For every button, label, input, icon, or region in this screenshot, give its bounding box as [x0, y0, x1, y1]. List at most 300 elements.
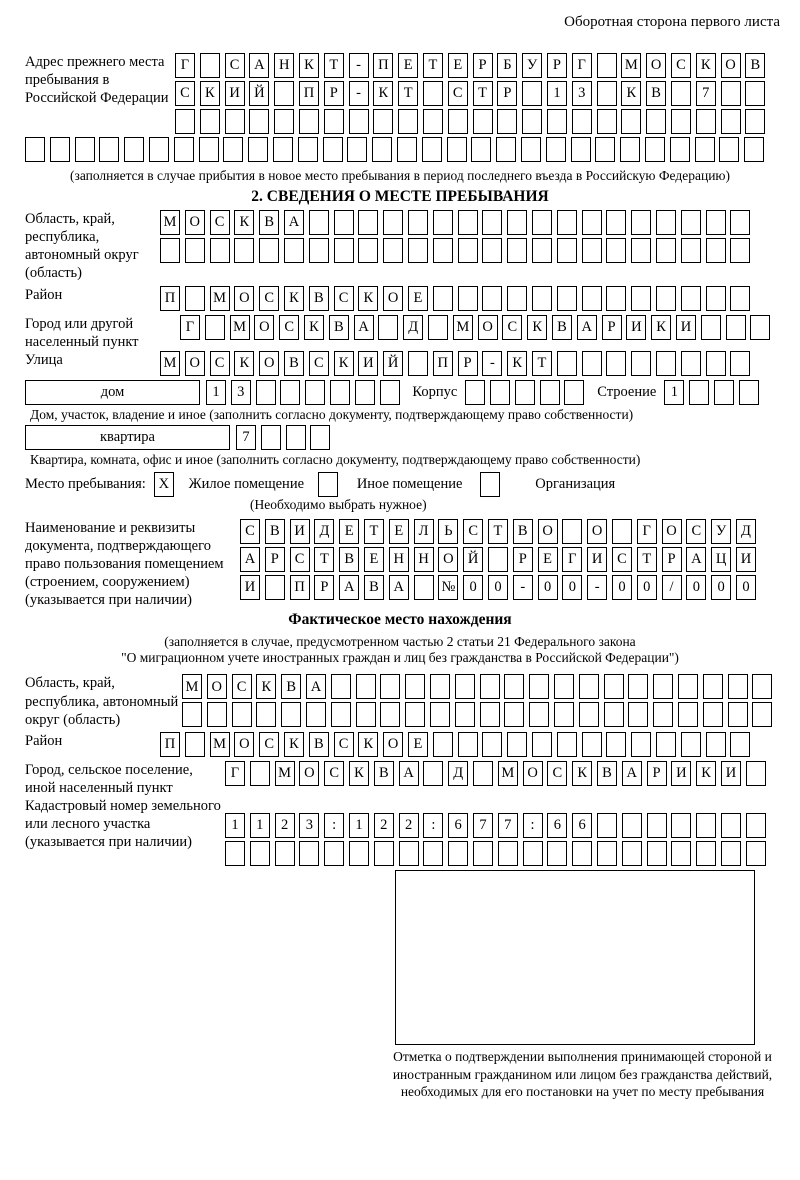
char-cell	[606, 210, 626, 235]
char-cell: С	[225, 53, 245, 78]
char-cell	[480, 674, 500, 699]
char-cell: 0	[711, 575, 731, 600]
char-cell	[547, 109, 567, 134]
char-row-street	[160, 351, 755, 376]
char-cell: Й	[463, 547, 483, 572]
char-cell	[557, 238, 577, 263]
char-cell	[273, 137, 293, 162]
char-cell	[458, 286, 478, 311]
char-cell	[175, 109, 195, 134]
char-cell: К	[299, 53, 319, 78]
char-cell: С	[612, 547, 632, 572]
char-cell: О	[721, 53, 741, 78]
char-cell	[423, 761, 443, 786]
char-cell: С	[240, 519, 260, 544]
char-cell	[358, 238, 378, 263]
district-label: Район	[25, 286, 63, 303]
char-cell: И	[626, 315, 646, 340]
char-cell: М	[498, 761, 518, 786]
char-cell	[330, 380, 350, 405]
char-cell: О	[259, 351, 279, 376]
char-cell: У	[522, 53, 542, 78]
char-cell: В	[745, 53, 765, 78]
char-cell: Ь	[438, 519, 458, 544]
char-cell	[745, 81, 765, 106]
char-cell: 7	[696, 81, 716, 106]
char-cell	[721, 813, 741, 838]
char-row-region-1	[160, 210, 755, 235]
char-cell	[482, 210, 502, 235]
char-cell	[465, 380, 485, 405]
char-cell: И	[676, 315, 696, 340]
char-cell: К	[334, 351, 354, 376]
char-cell: 1	[664, 380, 684, 405]
char-cell: О	[662, 519, 682, 544]
char-cell: О	[438, 547, 458, 572]
char-cell	[380, 674, 400, 699]
char-cell	[299, 109, 319, 134]
stay-option-other: Иное помещение	[356, 475, 463, 492]
char-cell	[433, 238, 453, 263]
char-cell	[656, 732, 676, 757]
char-cell	[631, 286, 651, 311]
char-cell	[695, 137, 715, 162]
char-cell	[646, 109, 666, 134]
char-cell	[265, 575, 285, 600]
char-cell	[448, 841, 468, 866]
char-cell	[606, 238, 626, 263]
char-cell	[647, 841, 667, 866]
char-cell	[232, 702, 252, 727]
char-cell	[397, 137, 417, 162]
char-cell	[482, 238, 502, 263]
char-cell: №	[438, 575, 458, 600]
char-row-document-1	[240, 519, 761, 544]
char-cell	[547, 841, 567, 866]
char-cell	[250, 761, 270, 786]
char-cell: М	[210, 732, 230, 757]
char-cell	[597, 109, 617, 134]
char-cell: 0	[637, 575, 657, 600]
checkbox-organization	[480, 472, 500, 497]
char-cell: Д	[403, 315, 423, 340]
char-row-prev-address-2	[175, 81, 770, 106]
char-cell: С	[290, 547, 310, 572]
char-cell: Р	[265, 547, 285, 572]
char-cell	[414, 575, 434, 600]
char-cell	[50, 137, 70, 162]
char-cell	[706, 732, 726, 757]
char-cell	[309, 238, 329, 263]
char-cell	[572, 109, 592, 134]
char-cell: В	[513, 519, 533, 544]
page-side-note: Оборотная сторона первого листа	[564, 14, 780, 30]
char-cell: А	[686, 547, 706, 572]
city-label: Город или другой населенный пункт	[25, 315, 139, 350]
char-cell	[408, 238, 428, 263]
char-cell	[721, 109, 741, 134]
char-cell: П	[160, 286, 180, 311]
region-2-label: Область, край, республика, автономный округ (область)	[25, 675, 179, 728]
checkbox-other-premises	[318, 472, 338, 497]
char-row-district-2	[160, 732, 755, 757]
char-cell	[373, 109, 393, 134]
char-cell	[347, 137, 367, 162]
char-cell	[706, 351, 726, 376]
char-cell	[298, 137, 318, 162]
char-row-prev-address-4	[25, 137, 800, 162]
char-cell	[378, 315, 398, 340]
char-cell	[701, 315, 721, 340]
char-cell	[398, 109, 418, 134]
char-cell: 0	[562, 575, 582, 600]
char-cell: С	[334, 286, 354, 311]
char-cell	[515, 380, 535, 405]
char-cell: Р	[324, 81, 344, 106]
char-cell: С	[210, 210, 230, 235]
char-cell	[234, 238, 254, 263]
char-cell	[306, 702, 326, 727]
char-cell: 0	[463, 575, 483, 600]
char-row-prev-address-1	[175, 53, 770, 78]
char-cell	[399, 841, 419, 866]
char-cell: О	[254, 315, 274, 340]
char-cell	[726, 315, 746, 340]
city-2-label: Город, сельское поселение, иной населенный пункт	[25, 761, 193, 796]
field-stay-place	[25, 472, 800, 497]
char-cell: К	[358, 286, 378, 311]
char-cell: Е	[364, 547, 384, 572]
char-row-region2-2	[182, 702, 777, 727]
char-cell	[678, 702, 698, 727]
checkbox-residential: X	[154, 472, 174, 497]
char-cell: Е	[398, 53, 418, 78]
char-cell	[490, 380, 510, 405]
char-cell	[358, 210, 378, 235]
char-cell	[696, 109, 716, 134]
char-cell: Т	[364, 519, 384, 544]
char-cell	[689, 380, 709, 405]
char-cell	[482, 732, 502, 757]
char-cell	[703, 674, 723, 699]
field-cadastral	[25, 797, 800, 866]
char-cell	[430, 674, 450, 699]
char-cell: Д	[314, 519, 334, 544]
char-cell	[383, 210, 403, 235]
house-caption: Дом, участок, владение и иное (заполнить согласно документу, подтверждающему право собственности)	[30, 406, 634, 422]
char-cell	[496, 137, 516, 162]
char-cell	[670, 137, 690, 162]
prev-address-rows	[175, 53, 770, 134]
char-cell: 7	[473, 813, 493, 838]
char-cell	[349, 109, 369, 134]
char-cell: Ц	[711, 547, 731, 572]
char-cell	[261, 425, 281, 450]
char-cell: И	[736, 547, 756, 572]
document-rows	[240, 519, 761, 600]
char-cell	[498, 841, 518, 866]
char-cell: М	[160, 351, 180, 376]
char-row-document-2	[240, 547, 761, 572]
char-cell: 6	[448, 813, 468, 838]
char-cell	[405, 702, 425, 727]
char-cell	[746, 761, 766, 786]
char-cell: Г	[180, 315, 200, 340]
stay-place-label: Место пребывания:	[25, 475, 146, 492]
char-cell	[507, 286, 527, 311]
char-cell	[706, 210, 726, 235]
char-cell: 1	[349, 813, 369, 838]
char-cell	[507, 732, 527, 757]
char-cell	[507, 238, 527, 263]
apartment-caption: Квартира, комната, офис и иное (заполнить согласно документу, подтверждающему право собственности)	[30, 451, 641, 467]
char-cell: С	[279, 315, 299, 340]
char-cell: В	[597, 761, 617, 786]
field-street	[25, 351, 800, 376]
char-cell	[488, 547, 508, 572]
char-cell: -	[587, 575, 607, 600]
char-cell: П	[290, 575, 310, 600]
char-cell: 3	[572, 81, 592, 106]
char-cell	[622, 813, 642, 838]
char-cell: О	[383, 732, 403, 757]
char-cell	[656, 351, 676, 376]
char-cell: О	[207, 674, 227, 699]
char-cell: М	[275, 761, 295, 786]
char-cell	[750, 315, 770, 340]
char-cell	[612, 519, 632, 544]
char-cell: К	[572, 761, 592, 786]
char-cell: О	[478, 315, 498, 340]
char-cell	[323, 137, 343, 162]
char-cell	[582, 238, 602, 263]
char-cell	[423, 841, 443, 866]
char-cell	[356, 702, 376, 727]
char-cell	[739, 380, 759, 405]
char-cell	[372, 137, 392, 162]
char-cell: К	[358, 732, 378, 757]
char-cell	[428, 315, 448, 340]
char-cell: К	[696, 761, 716, 786]
char-cell	[571, 137, 591, 162]
char-cell	[521, 137, 541, 162]
char-cell	[433, 286, 453, 311]
char-cell	[480, 702, 500, 727]
stay-option-residential: Жилое помещение	[188, 475, 305, 492]
char-cell	[653, 674, 673, 699]
char-cell	[471, 137, 491, 162]
char-cell: И	[240, 575, 260, 600]
char-cell	[752, 674, 772, 699]
char-cell	[730, 238, 750, 263]
char-cell	[681, 351, 701, 376]
char-cell: К	[527, 315, 547, 340]
confirmation-stamp-box	[395, 870, 755, 1045]
char-cell: М	[453, 315, 473, 340]
char-cell: 1	[250, 813, 270, 838]
char-cell	[458, 210, 478, 235]
char-cell	[205, 315, 225, 340]
stroenie-label: Строение	[597, 383, 657, 400]
char-cell	[455, 674, 475, 699]
stay-option-organization: Организация	[535, 475, 616, 492]
char-cell: С	[259, 286, 279, 311]
char-cell: Д	[736, 519, 756, 544]
char-cell	[532, 286, 552, 311]
char-cell: 7	[498, 813, 518, 838]
char-cell: С	[259, 732, 279, 757]
field-region-2	[25, 674, 800, 728]
char-cell: Е	[339, 519, 359, 544]
char-cell	[185, 732, 205, 757]
char-cell: С	[671, 53, 691, 78]
char-cell: О	[234, 732, 254, 757]
char-cell	[422, 137, 442, 162]
char-cell: 1	[547, 81, 567, 106]
char-cell	[706, 286, 726, 311]
char-cell	[280, 380, 300, 405]
char-cell	[540, 380, 560, 405]
char-cell: Г	[175, 53, 195, 78]
char-cell: :	[523, 813, 543, 838]
char-cell	[671, 81, 691, 106]
char-cell	[455, 702, 475, 727]
char-cell: К	[284, 286, 304, 311]
char-cell	[529, 674, 549, 699]
char-cell	[250, 841, 270, 866]
stamp-caption: Отметка о подтверждении выполнения принимающей стороной и иностранным гражданином или лицом без гражданства действий, необходимых для его постановки на учет по месту пребывания	[392, 1049, 773, 1100]
char-row-city	[180, 315, 775, 340]
char-cell	[631, 210, 651, 235]
char-cell	[597, 813, 617, 838]
char-cell	[681, 286, 701, 311]
char-cell	[522, 81, 542, 106]
char-cell	[628, 674, 648, 699]
char-cell: -	[513, 575, 533, 600]
char-cell: 0	[488, 575, 508, 600]
char-row-korpus	[465, 380, 589, 405]
char-cell	[433, 732, 453, 757]
char-cell: А	[240, 547, 260, 572]
char-cell: С	[502, 315, 522, 340]
char-cell	[728, 674, 748, 699]
char-cell: Т	[324, 53, 344, 78]
char-cell	[671, 813, 691, 838]
char-cell: С	[175, 81, 195, 106]
char-cell: Б	[497, 53, 517, 78]
char-cell: У	[711, 519, 731, 544]
char-cell	[200, 53, 220, 78]
char-cell	[719, 137, 739, 162]
char-cell: 2	[374, 813, 394, 838]
char-cell	[656, 286, 676, 311]
char-cell	[681, 210, 701, 235]
char-cell	[730, 351, 750, 376]
char-cell: Р	[647, 761, 667, 786]
char-cell: А	[577, 315, 597, 340]
char-cell: В	[646, 81, 666, 106]
char-cell: В	[329, 315, 349, 340]
char-cell: О	[646, 53, 666, 78]
char-cell	[745, 109, 765, 134]
char-cell: 3	[299, 813, 319, 838]
char-cell: А	[284, 210, 304, 235]
char-cell	[225, 841, 245, 866]
char-cell: А	[354, 315, 374, 340]
char-cell	[355, 380, 375, 405]
char-cell	[744, 137, 764, 162]
field-house	[25, 380, 800, 405]
char-cell	[631, 351, 651, 376]
char-cell	[408, 210, 428, 235]
char-cell: И	[721, 761, 741, 786]
char-row-region2-1	[182, 674, 777, 699]
char-cell	[604, 702, 624, 727]
char-cell: К	[256, 674, 276, 699]
char-cell: С	[334, 732, 354, 757]
char-cell	[274, 109, 294, 134]
char-cell	[620, 137, 640, 162]
char-cell	[473, 761, 493, 786]
char-cell	[430, 702, 450, 727]
char-cell	[334, 210, 354, 235]
char-cell	[606, 286, 626, 311]
char-cell: 0	[686, 575, 706, 600]
char-cell: 6	[547, 813, 567, 838]
char-cell: О	[587, 519, 607, 544]
char-cell	[714, 380, 734, 405]
char-cell: :	[324, 813, 344, 838]
char-cell	[721, 81, 741, 106]
char-cell: С	[232, 674, 252, 699]
char-cell	[554, 674, 574, 699]
char-cell	[621, 109, 641, 134]
char-cell: Р	[458, 351, 478, 376]
char-cell: Л	[414, 519, 434, 544]
char-cell	[259, 238, 279, 263]
char-cell: Т	[423, 53, 443, 78]
char-cell	[582, 286, 602, 311]
char-cell	[572, 841, 592, 866]
char-cell: Н	[414, 547, 434, 572]
stay-place-note: (Необходимо выбрать нужное)	[250, 496, 427, 512]
char-cell: П	[373, 53, 393, 78]
char-cell: С	[309, 351, 329, 376]
char-cell: А	[339, 575, 359, 600]
char-cell	[182, 702, 202, 727]
char-cell: А	[249, 53, 269, 78]
char-cell	[275, 841, 295, 866]
char-cell: В	[265, 519, 285, 544]
char-cell	[309, 210, 329, 235]
actual-location-note-1: (заполняется в случае, предусмотренном частью 2 статьи 21 Федерального закона	[164, 634, 636, 650]
section2-title: 2. СВЕДЕНИЯ О МЕСТЕ ПРЕБЫВАНИЯ	[251, 188, 549, 205]
char-cell	[207, 702, 227, 727]
char-cell	[631, 238, 651, 263]
field-document	[25, 519, 800, 610]
char-cell: А	[622, 761, 642, 786]
char-cell: И	[671, 761, 691, 786]
char-cell: Г	[572, 53, 592, 78]
char-cell	[532, 210, 552, 235]
char-row-prev-address-3	[175, 109, 770, 134]
char-cell	[356, 674, 376, 699]
char-cell	[256, 702, 276, 727]
char-cell	[383, 238, 403, 263]
char-cell	[149, 137, 169, 162]
char-row-district	[160, 286, 755, 311]
prev-address-label: Адрес прежнего места пребывания в Российской Федерации	[25, 54, 169, 107]
